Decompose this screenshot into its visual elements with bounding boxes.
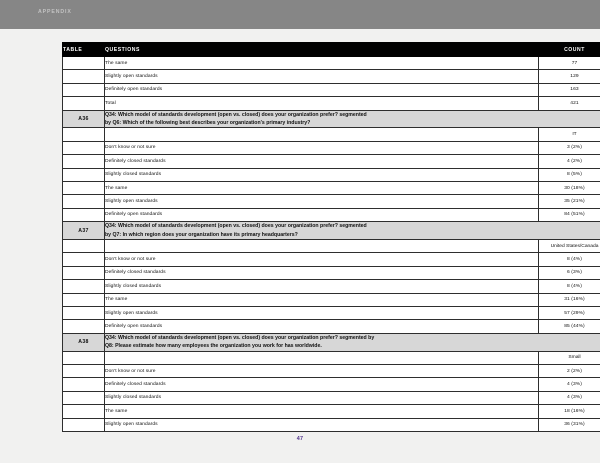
table-row bbox=[63, 208, 600, 221]
section-question-line-1: Q34: Which model of standards development (open vs. closed) does your organization prefer? segmented by bbox=[105, 334, 375, 341]
row-label: Definitely closed standards bbox=[105, 378, 539, 391]
row-label: Slightly open standards bbox=[105, 70, 539, 83]
table-id-cell bbox=[63, 320, 105, 333]
row-label: Total bbox=[105, 97, 539, 110]
table-row bbox=[63, 306, 600, 319]
table-id-cell bbox=[63, 351, 105, 364]
table-row bbox=[63, 195, 600, 208]
table-row bbox=[63, 57, 600, 70]
section-id: A37 bbox=[63, 222, 105, 240]
table-row bbox=[63, 181, 600, 194]
table-row bbox=[63, 141, 600, 154]
row-label: Definitely open standards bbox=[105, 208, 539, 221]
row-label: Definitely open standards bbox=[105, 320, 539, 333]
table-id-cell bbox=[63, 97, 105, 110]
table-row bbox=[63, 266, 600, 279]
row-value-1: 6 (3%) bbox=[539, 266, 600, 279]
table-row bbox=[63, 364, 600, 377]
row-label: Definitely closed standards bbox=[105, 155, 539, 168]
row-label: The same bbox=[105, 293, 539, 306]
row-value-1: 4 (2%) bbox=[539, 155, 600, 168]
table-row bbox=[63, 168, 600, 181]
section-question-line-1: Q34: Which model of standards development (open vs. closed) does your organization prefer? segmented bbox=[105, 111, 367, 118]
table-row bbox=[63, 253, 600, 266]
row-label: Slightly open standards bbox=[105, 195, 539, 208]
row-value-1: 8 (5%) bbox=[539, 168, 600, 181]
column-header-table: TABLE bbox=[63, 43, 105, 57]
section-question-line-2: by Q6: Which of the following best describes your organization's primary industry? bbox=[105, 119, 311, 126]
table-id-cell bbox=[63, 266, 105, 279]
section-header-row bbox=[63, 222, 600, 240]
table-id-cell bbox=[63, 280, 105, 293]
table-row bbox=[63, 70, 600, 83]
table-row bbox=[63, 418, 600, 431]
section-column-header-row bbox=[63, 351, 600, 364]
table-id-cell bbox=[63, 293, 105, 306]
row-value-1: 8 (4%) bbox=[539, 253, 600, 266]
page-sheet bbox=[0, 29, 600, 463]
table-id-cell bbox=[63, 83, 105, 96]
row-label: The same bbox=[105, 57, 539, 70]
appendix-table-container bbox=[62, 42, 599, 432]
table-id-cell bbox=[63, 70, 105, 83]
row-count: 129 bbox=[539, 70, 600, 83]
appendix-banner-label: APPENDIX bbox=[38, 9, 72, 15]
row-value-1: 4 (3%) bbox=[539, 391, 600, 404]
row-value-1: 3 (2%) bbox=[539, 141, 600, 154]
row-label: The same bbox=[105, 405, 539, 418]
column-header-1: United States/Canada bbox=[539, 239, 600, 252]
section-question-line-2: by Q7: In which region does your organization have its primary headquarters? bbox=[105, 231, 298, 238]
row-count: 421 bbox=[539, 97, 600, 110]
row-count: 163 bbox=[539, 83, 600, 96]
row-count: 77 bbox=[539, 57, 600, 70]
table-row bbox=[63, 378, 600, 391]
table-id-cell bbox=[63, 253, 105, 266]
row-value-1: 4 (3%) bbox=[539, 378, 600, 391]
row-label: Don't know or not sure bbox=[105, 141, 539, 154]
section-id: A36 bbox=[63, 110, 105, 128]
table-id-cell bbox=[63, 364, 105, 377]
row-label: Slightly closed standards bbox=[105, 280, 539, 293]
table-id-cell bbox=[63, 405, 105, 418]
row-value-1: 8 (4%) bbox=[539, 280, 600, 293]
page-number: 47 bbox=[296, 436, 304, 442]
table-id-cell bbox=[63, 208, 105, 221]
appendix-table bbox=[62, 42, 600, 432]
column-header-1: IT bbox=[539, 128, 600, 141]
table-id-cell bbox=[63, 195, 105, 208]
section-id: A38 bbox=[63, 333, 105, 351]
row-value-1: 84 (51%) bbox=[539, 208, 600, 221]
column-header-count: COUNT bbox=[539, 43, 600, 57]
row-value-1: 31 (16%) bbox=[539, 293, 600, 306]
row-label: Slightly closed standards bbox=[105, 391, 539, 404]
row-value-1: 18 (16%) bbox=[539, 405, 600, 418]
table-id-cell bbox=[63, 57, 105, 70]
appendix-banner bbox=[0, 0, 600, 29]
table-id-cell bbox=[63, 378, 105, 391]
column-header-spacer bbox=[105, 128, 539, 141]
row-label: Definitely open standards bbox=[105, 83, 539, 96]
section-question-line-2: Q8: Please estimate how many employees the organization you work for has worldwide. bbox=[105, 343, 322, 350]
table-row bbox=[63, 405, 600, 418]
section-header-row bbox=[63, 333, 600, 351]
table-row bbox=[63, 391, 600, 404]
section-header-row bbox=[63, 110, 600, 128]
table-row bbox=[63, 280, 600, 293]
table-row bbox=[63, 155, 600, 168]
table-id-cell bbox=[63, 239, 105, 252]
column-header-questions: QUESTIONS bbox=[105, 43, 539, 57]
row-value-1: 2 (2%) bbox=[539, 364, 600, 377]
row-value-1: 85 (44%) bbox=[539, 320, 600, 333]
section-column-header-row bbox=[63, 128, 600, 141]
table-id-cell bbox=[63, 181, 105, 194]
table-id-cell bbox=[63, 128, 105, 141]
table-id-cell bbox=[63, 418, 105, 431]
section-column-header-row bbox=[63, 239, 600, 252]
section-question-line-1: Q34: Which model of standards development (open vs. closed) does your organization prefer? segmented bbox=[105, 223, 367, 230]
column-header-1: Small bbox=[539, 351, 600, 364]
table-header-row bbox=[63, 43, 600, 57]
row-value-1: 30 (18%) bbox=[539, 181, 600, 194]
table-id-cell bbox=[63, 168, 105, 181]
row-label: Slightly open standards bbox=[105, 418, 539, 431]
section-question bbox=[105, 333, 600, 351]
row-label: The same bbox=[105, 181, 539, 194]
row-label: Definitely closed standards bbox=[105, 266, 539, 279]
table-row bbox=[63, 320, 600, 333]
table-id-cell bbox=[63, 391, 105, 404]
row-label: Don't know or not sure bbox=[105, 253, 539, 266]
section-question bbox=[105, 110, 600, 128]
table-id-cell bbox=[63, 306, 105, 319]
table-row bbox=[63, 293, 600, 306]
row-label: Slightly closed standards bbox=[105, 168, 539, 181]
row-value-1: 35 (21%) bbox=[539, 195, 600, 208]
section-question bbox=[105, 222, 600, 240]
column-header-spacer bbox=[105, 351, 539, 364]
row-label: Slightly open standards bbox=[105, 306, 539, 319]
row-value-1: 57 (29%) bbox=[539, 306, 600, 319]
table-id-cell bbox=[63, 155, 105, 168]
row-label: Don't know or not sure bbox=[105, 364, 539, 377]
row-value-1: 36 (31%) bbox=[539, 418, 600, 431]
table-id-cell bbox=[63, 141, 105, 154]
table-row bbox=[63, 97, 600, 110]
column-header-spacer bbox=[105, 239, 539, 252]
table-row bbox=[63, 83, 600, 96]
